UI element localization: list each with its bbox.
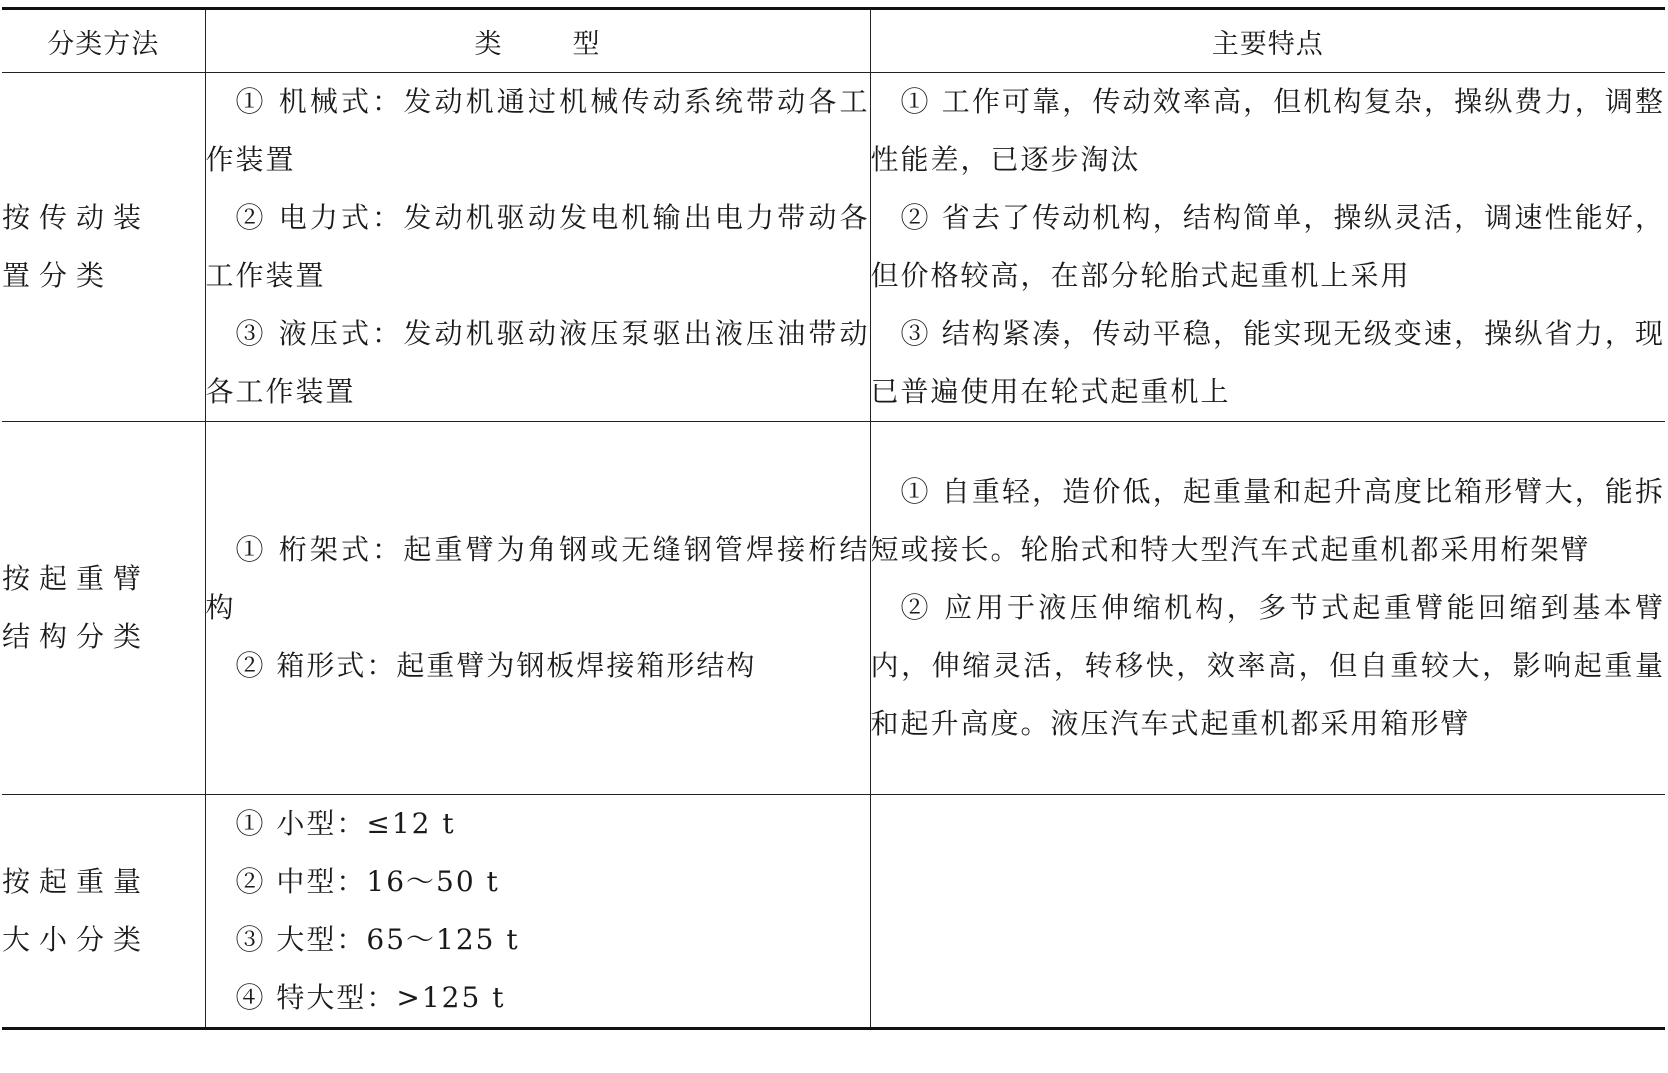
table-row-boom: [2, 422, 1665, 795]
feature-item: ② 应用于液压伸缩机构，多节式起重臂能回缩到基本臂内，伸缩灵活，转移快，效率高，但自重较大，影响起重量和起升高度。液压汽车式起重机都采用箱形臂: [870, 591, 1665, 740]
type-cell: [205, 422, 870, 795]
type-item: ② 中型：16～50 t: [235, 865, 500, 898]
feature-cell: [870, 73, 1665, 422]
feature-cell-empty: [870, 795, 1665, 1029]
type-item: ③ 液压式：发动机驱动液压泵驱出液压油带动各工作装置: [205, 317, 870, 408]
type-item: ④ 特大型：>125 t: [235, 981, 506, 1014]
header-method: 分类方法: [2, 9, 205, 73]
type-item: ② 箱形式：起重臂为钢板焊接箱形结构: [235, 649, 757, 682]
header-type-char-2: 型: [572, 28, 601, 60]
feature-item: ③ 结构紧凑，传动平稳，能实现无级变速，操纵省力，现已普遍使用在轮式起重机上: [870, 317, 1665, 408]
type-item: ② 电力式：发动机驱动发电机输出电力带动各工作装置: [205, 201, 870, 292]
method-line: 置分类: [2, 259, 114, 292]
type-item: ① 机械式：发动机通过机械传动系统带动各工作装置: [205, 85, 870, 176]
method-line: 按起重臂: [2, 562, 151, 595]
method-line: 结构分类: [2, 620, 151, 653]
method-line: 按传动装: [2, 201, 151, 234]
method-cell: [2, 795, 205, 1029]
feature-item: ① 工作可靠，传动效率高，但机构复杂，操纵费力，调整性能差，已逐步淘汰: [870, 85, 1665, 176]
type-cell: [205, 73, 870, 422]
feature-item: ② 省去了传动机构，结构简单，操纵灵活，调速性能好，但价格较高，在部分轮胎式起重机上采用: [870, 201, 1665, 292]
type-item: ① 桁架式：起重臂为角钢或无缝钢管焊接桁结构: [205, 533, 870, 624]
table-row-drive: [2, 73, 1665, 422]
table-row-capacity: [2, 795, 1665, 1029]
method-cell: [2, 422, 205, 795]
header-features: 主要特点: [870, 9, 1665, 73]
type-item: ① 小型：≤12 t: [235, 807, 456, 840]
header-row: [2, 9, 1665, 73]
feature-item: ① 自重轻，造价低，起重量和起升高度比箱形臂大，能拆短或接长。轮胎式和特大型汽车式起重机都采用桁架臂: [870, 475, 1665, 566]
method-cell: [2, 73, 205, 422]
method-line: 按起重量: [2, 865, 151, 898]
type-cell: [205, 795, 870, 1029]
method-line: 大小分类: [2, 923, 151, 956]
type-item: ③ 大型：65～125 t: [235, 923, 520, 956]
crane-classification-table: [2, 7, 1665, 1030]
header-type-char-1: 类: [474, 28, 503, 60]
header-type: [205, 9, 870, 73]
feature-cell: [870, 422, 1665, 795]
